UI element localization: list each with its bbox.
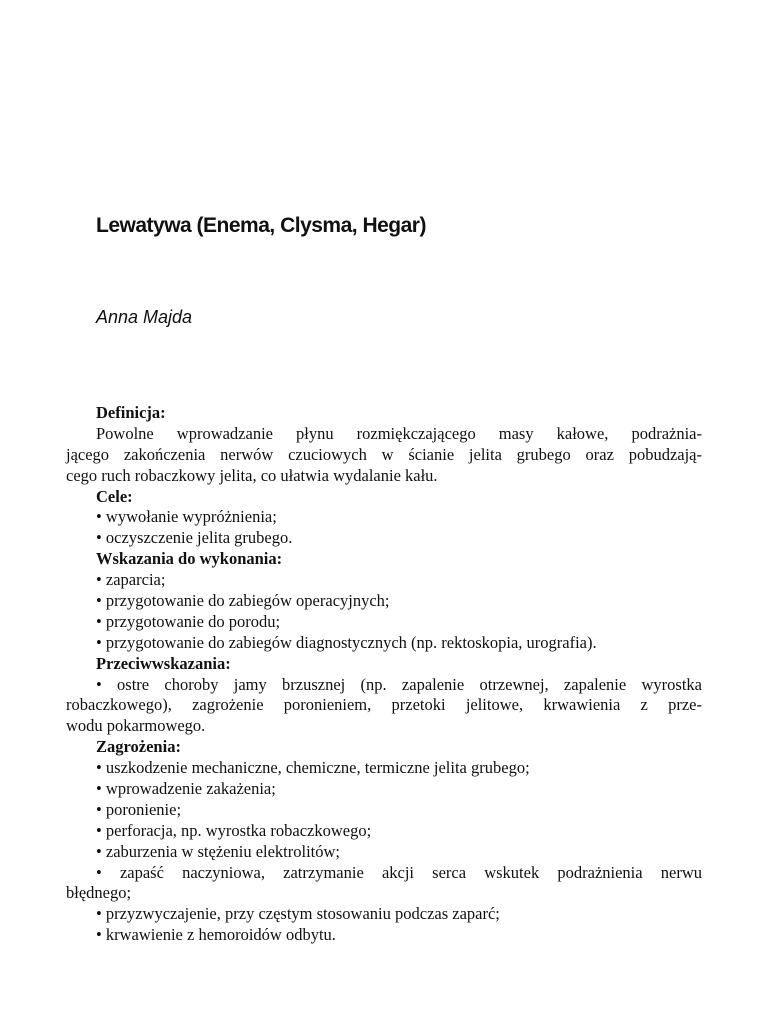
paragraph-line: wodu pokarmowego. [66,716,206,736]
list-item-continuation: błędnego; [66,883,132,903]
paragraph-line: Powolne wprowadzanie płynu rozmiękczającego masy kałowe, podrażnia- [96,423,702,443]
list-item: • przygotowanie do zabiegów operacyjnych; [96,591,390,611]
paragraph-line: cego ruch robaczkowy jelita, co ułatwia wydalanie kału. [66,465,438,485]
list-item: • wywołanie wypróżnienia; [96,507,277,527]
author-name: Anna Majda [96,307,193,327]
list-item: • zapaść naczyniowa, zatrzymanie akcji serca wskutek podrażnienia nerwu [96,862,702,882]
document-body [66,403,702,946]
page-title: Lewatywa (Enema, Clysma, Hegar) [96,214,426,237]
paragraph-line: robaczkowego), zagrożenie poronieniem, przetoki jelitowe, krwawienia z prze- [66,695,702,715]
list-item: • przygotowanie do porodu; [96,611,281,631]
list-item: • perforacja, np. wyrostka robaczkowego; [96,820,372,840]
list-item: • wprowadzenie zakażenia; [96,779,276,799]
list-item: • przyzwyczajenie, przy częstym stosowaniu podczas zaparć; [96,904,500,924]
list-item: • oczyszczenie jelita grubego. [96,528,293,548]
paragraph-line: • ostre choroby jamy brzusznej (np. zapalenie otrzewnej, zapalenie wyrostka [96,674,702,694]
list-item: • poronienie; [96,799,182,819]
section-heading-przeciwwskazania: Przeciwwskazania: [96,653,231,673]
paragraph-line: jącego zakończenia nerwów czuciowych w ścianie jelita grubego oraz pobudzają- [66,444,702,464]
list-item: • zaparcia; [96,570,166,590]
section-heading-wskazania: Wskazania do wykonania: [96,549,283,569]
section-heading-zagrozenia: Zagrożenia: [96,737,181,757]
section-heading-cele: Cele: [96,486,133,506]
list-item: • przygotowanie do zabiegów diagnostycznych (np. rektoskopia, urografia). [96,632,597,652]
list-item: • uszkodzenie mechaniczne, chemiczne, termiczne jelita grubego; [96,758,530,778]
list-item: • krwawienie z hemoroidów odbytu. [96,925,336,945]
section-heading-definicja: Definicja: [96,403,166,422]
list-item: • zaburzenia w stężeniu elektrolitów; [96,841,341,861]
